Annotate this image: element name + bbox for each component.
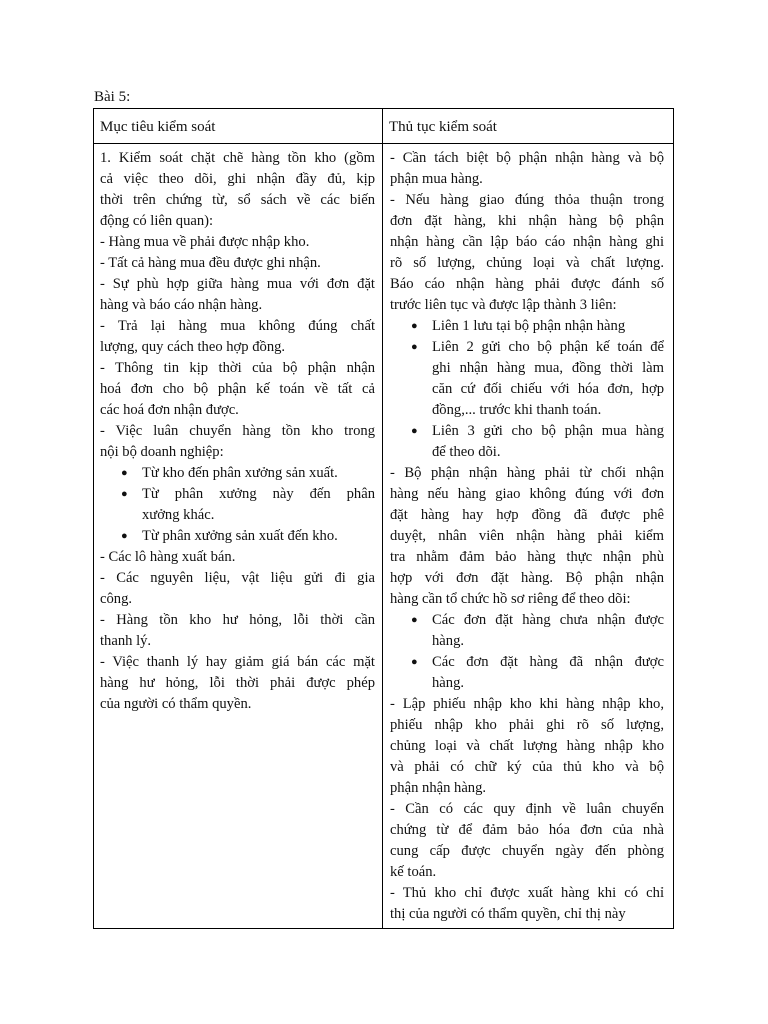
text-line: Từ phân xưởng này đến phân <box>142 486 375 502</box>
text-line: chứng từ để đảm bảo hóa đơn của nhà <box>390 822 664 838</box>
text-line: - Thủ kho chỉ được xuất hàng khi có chỉ <box>390 885 664 901</box>
objective-bullet <box>100 526 375 547</box>
text-line: động có liên quan): <box>100 213 214 229</box>
text-line: xưởng khác. <box>142 507 215 523</box>
text-line: Liên 3 gửi cho bộ phận mua hàng <box>432 423 664 439</box>
objective-paragraph <box>100 316 375 358</box>
objective-paragraph <box>100 148 375 232</box>
text-line: tra nhằm đảm bảo hàng thực nhận phù <box>390 549 664 565</box>
text-line: - Việc luân chuyển hàng tồn kho trong <box>100 423 375 439</box>
objective-paragraph <box>100 610 375 652</box>
text-line: Liên 2 gửi cho bộ phận kế toán để <box>432 339 664 355</box>
text-line: lượng, quy cách theo hợp đồng. <box>100 339 286 355</box>
text-line: - Nếu hàng giao đúng thỏa thuận trong <box>390 192 664 208</box>
text-line: - Các lô hàng xuất bán. <box>100 549 236 565</box>
text-line: - Bộ phận nhận hàng phải từ chối nhận <box>390 465 664 481</box>
text-line: căn cứ đối chiếu với hóa đơn, hợp <box>432 381 664 397</box>
text-line: phiếu nhập kho phải ghi rõ số lượng, <box>390 717 664 733</box>
text-line: ghi nhận hàng mua, đồng thời làm <box>432 360 664 376</box>
procedure-paragraph <box>390 148 664 190</box>
text-line: đồng,... trước khi thanh toán. <box>432 402 602 418</box>
procedure-bullet <box>390 610 664 652</box>
text-line: hàng. <box>432 675 465 691</box>
text-line: hàng nếu hàng giao không đúng với đơn <box>390 486 664 502</box>
text-line: cung cấp được chuyển ngày đến phòng <box>390 843 664 859</box>
text-line: - Cần tách biệt bộ phận nhận hàng và bộ <box>390 150 664 166</box>
text-line: - Trả lại hàng mua không đúng chất <box>100 318 375 334</box>
objective-bullet <box>100 484 375 526</box>
text-line: chủng loại và chất lượng hàng nhập kho <box>390 738 664 754</box>
text-line: đơn đặt hàng, khi nhận hàng bộ phận <box>390 213 664 229</box>
text-line: hàng. <box>432 633 465 649</box>
text-line: - Hàng tồn kho hư hỏng, lỗi thời cần <box>100 612 375 628</box>
objective-paragraph <box>100 421 375 463</box>
text-line: công. <box>100 591 133 607</box>
text-line: thời trên chứng từ, sổ sách về các biến <box>100 192 375 208</box>
header-cell-objectives <box>94 109 383 144</box>
control-objectives-table <box>93 108 674 929</box>
column-header-objectives: Mục tiêu kiểm soát <box>100 119 216 135</box>
text-line: kế toán. <box>390 864 437 880</box>
bullet-icon: ● <box>411 656 418 668</box>
procedures-cell <box>383 144 673 928</box>
text-line: Báo cáo nhận hàng phải được đánh số <box>390 276 664 292</box>
text-line: phận nhận hàng. <box>390 780 487 796</box>
bullet-icon: ● <box>411 341 418 353</box>
text-line: duyệt, nhân viên nhận hàng phải kiểm <box>390 528 664 544</box>
text-line: - Sự phù hợp giữa hàng mua với đơn đặt <box>100 276 375 292</box>
bullet-icon: ● <box>411 425 418 437</box>
text-line: - Cần có các quy định về luân chuyển <box>390 801 664 817</box>
text-line: Các đơn đặt hàng đã nhận được <box>432 654 664 670</box>
text-line: - Lập phiếu nhập kho khi hàng nhập kho, <box>390 696 664 712</box>
text-line: Từ phân xưởng sản xuất đến kho. <box>142 528 338 544</box>
objective-paragraph <box>100 232 375 253</box>
text-line: rõ số lượng, chủng loại và chất lượng. <box>390 255 664 271</box>
text-line: hàng và báo cáo nhận hàng. <box>100 297 263 313</box>
text-line: thị của người có thẩm quyền, chỉ thị này <box>390 906 626 922</box>
objective-paragraph <box>100 274 375 316</box>
text-line: phận mua hàng. <box>390 171 483 187</box>
text-line: Liên 1 lưu tại bộ phận nhận hàng <box>432 318 626 334</box>
text-line: của người có thẩm quyền. <box>100 696 252 712</box>
text-line: thanh lý. <box>100 633 152 649</box>
objective-paragraph <box>100 253 375 274</box>
bullet-icon: ● <box>411 614 418 626</box>
objective-paragraph <box>100 568 375 610</box>
text-line: Từ kho đến phân xưởng sản xuất. <box>142 465 338 481</box>
text-line: đặt hàng hay hợp đồng đã được phê <box>390 507 664 523</box>
bullet-icon: ● <box>121 467 128 479</box>
text-line: trước liên tục và được lập thành 3 liên: <box>390 297 617 313</box>
procedure-paragraph <box>390 190 664 316</box>
procedure-bullet <box>390 421 664 463</box>
procedure-paragraph <box>390 463 664 610</box>
text-line: - Tất cả hàng mua đều được ghi nhận. <box>100 255 321 271</box>
bullet-icon: ● <box>121 530 128 542</box>
page-heading: Bài 5: <box>94 89 131 105</box>
objective-bullet <box>100 463 375 484</box>
text-line: các hoá đơn nhận được. <box>100 402 239 418</box>
text-line: nhận hàng cần lập báo cáo nhận hàng ghi <box>390 234 664 250</box>
text-line: - Việc thanh lý hay giảm giá bán các mặt <box>100 654 375 670</box>
text-line: để theo dõi. <box>432 444 501 460</box>
text-line: hoá đơn cho bộ phận kế toán về tất cả <box>100 381 375 397</box>
objective-paragraph <box>100 358 375 421</box>
text-line: và phải có chữ ký của thủ kho và bộ <box>390 759 664 775</box>
text-line: nội bộ doanh nghiệp: <box>100 444 224 460</box>
text-line: 1. Kiểm soát chặt chẽ hàng tồn kho (gồm <box>100 150 375 166</box>
procedure-bullet <box>390 316 664 337</box>
bullet-icon: ● <box>411 320 418 332</box>
column-header-procedures: Thủ tục kiểm soát <box>389 119 497 135</box>
procedure-bullet <box>390 652 664 694</box>
objective-paragraph <box>100 652 375 715</box>
text-line: hàng hư hỏng, lỗi thời phải được phép <box>100 675 375 691</box>
text-line: hợp với đơn đặt hàng. Bộ phận nhận <box>390 570 664 586</box>
text-line: cả việc theo dõi, ghi nhận đầy đủ, kịp <box>100 171 375 187</box>
procedure-bullet <box>390 337 664 421</box>
header-cell-procedures <box>383 109 673 144</box>
text-line: Các đơn đặt hàng chưa nhận được <box>432 612 664 628</box>
text-line: - Các nguyên liệu, vật liệu gửi đi gia <box>100 570 375 586</box>
procedure-paragraph <box>390 883 664 925</box>
objective-paragraph <box>100 547 375 568</box>
text-line: hàng cần tổ chức hồ sơ riêng để theo dõi: <box>390 591 631 607</box>
text-line: - Thông tin kịp thời của bộ phận nhận <box>100 360 375 376</box>
text-line: - Hàng mua về phải được nhập kho. <box>100 234 310 250</box>
procedure-paragraph <box>390 799 664 883</box>
objectives-cell <box>94 144 383 928</box>
procedure-paragraph <box>390 694 664 799</box>
bullet-icon: ● <box>121 488 128 500</box>
